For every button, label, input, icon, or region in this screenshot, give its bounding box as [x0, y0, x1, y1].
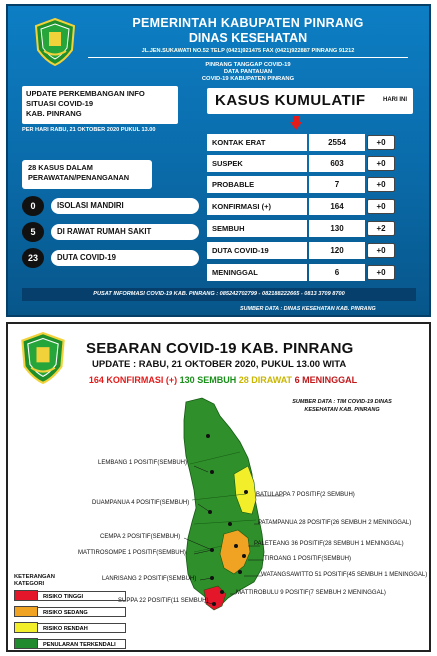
count-sembuh: 130 SEMBUH — [179, 375, 237, 385]
row-name: PROBABLE — [207, 176, 307, 193]
update-date: PER HARI RABU, 21 OKTOBER 2020 PUKUL 13.00 — [22, 127, 156, 133]
row-value: 603 — [309, 155, 365, 172]
cases-title-2: PERAWATAN/PENANGANAN — [28, 173, 130, 182]
row-delta: +2 — [367, 221, 395, 236]
header-sub-3: COVID-19 KABUPATEN PINRANG — [201, 76, 295, 82]
legend-title-1: KETERANGAN — [14, 574, 55, 580]
row-delta: +0 — [367, 199, 395, 214]
row-name: SEMBUH — [207, 220, 307, 237]
pinrang-emblem-icon — [34, 18, 76, 66]
row-name: DUTA COVID-19 — [207, 242, 307, 259]
legend-swatch-green — [14, 638, 38, 649]
header-divider — [88, 57, 408, 58]
row-delta: +0 — [367, 156, 395, 171]
map-title: SEBARAN COVID-19 KAB. PINRANG — [86, 340, 354, 357]
label-mattirosompe: MATTIROSOMPE 1 POSITIF(SEMBUH) — [78, 550, 186, 556]
kumulatif-row-probable — [207, 176, 415, 193]
row-delta: +0 — [367, 265, 395, 280]
label-suppa: SUPPA 22 POSITIF(11 SEMBUH) — [118, 598, 209, 604]
map-source-line-2: KESEHATAN KAB. PINRANG — [304, 407, 380, 413]
count-dirawat: 28 DIRAWAT — [238, 375, 293, 385]
update-info-box — [22, 86, 178, 124]
arrow-down-icon — [290, 116, 302, 130]
legend-swatch-orange — [14, 606, 38, 617]
row-value: 6 — [309, 264, 365, 281]
case-label: ISOLASI MANDIRI — [51, 198, 199, 214]
legend-label: RISIKO RENDAH — [14, 623, 126, 633]
row-value: 130 — [309, 220, 365, 237]
row-delta: +0 — [367, 135, 395, 150]
cases-title-1: 28 KASUS DALAM — [28, 163, 93, 172]
case-count: 0 — [22, 196, 44, 216]
label-mattirobulu: MATTIROBULU 9 POSITIF(7 SEMBUH 2 MENINGGAL) — [236, 590, 386, 596]
legend-title-2: KATEGORI — [14, 581, 45, 587]
kumulatif-row-meninggal — [207, 264, 415, 281]
data-source: SUMBER DATA : DINAS KESEHATAN KAB. PINRANG — [240, 306, 376, 312]
legend-item-terkendali — [14, 638, 129, 652]
row-value: 164 — [309, 198, 365, 215]
header-subtitle: DINAS KESEHATAN — [188, 31, 308, 45]
update-line-3: KAB. PINRANG — [26, 109, 82, 118]
map-source-line-1: SUMBER DATA : TIM COVID-19 DINAS — [292, 399, 392, 405]
map-legend — [14, 574, 129, 652]
label-batulappa: BATULAPPA 7 POSITIF(2 SEMBUH) — [256, 492, 355, 498]
kumulatif-title: KASUS KUMULATIF — [215, 92, 366, 109]
row-value: 7 — [309, 176, 365, 193]
row-name: KONTAK ERAT — [207, 134, 307, 151]
kumulatif-row-duta — [207, 242, 415, 259]
label-tiroang: TIROANG 1 POSITIF(SEMBUH) — [264, 556, 352, 562]
case-count: 23 — [22, 248, 44, 268]
count-meninggal: 6 MENINGGAL — [294, 375, 358, 385]
kumulatif-row-sembuh — [207, 220, 415, 237]
kumulatif-subtitle: HARI INI — [383, 97, 407, 103]
legend-item-rendah — [14, 622, 129, 636]
header-sub-2: DATA PANTAUAN — [223, 69, 273, 75]
legend-label: RISIKO SEDANG — [14, 607, 126, 617]
case-stat-duta — [22, 248, 202, 268]
case-label: DUTA COVID-19 — [51, 250, 199, 266]
header-sub-1: PINRANG TANGGAP COVID-19 — [205, 62, 291, 68]
row-delta: +0 — [367, 243, 395, 258]
legend-item-sedang — [14, 606, 129, 620]
row-delta: +0 — [367, 177, 395, 192]
case-stat-isolasi — [22, 196, 202, 216]
contact-footer — [22, 288, 416, 301]
update-line-1: UPDATE PERKEMBANGAN INFO — [26, 89, 145, 98]
kumulatif-header — [207, 88, 413, 114]
row-value: 2554 — [309, 134, 365, 151]
legend-item-tinggi — [14, 590, 129, 604]
row-name: SUSPEK — [207, 155, 307, 172]
header-address: JL.JEN.SUKAWATI NO.52 TELP (0421)921475 FAX (0421)922887 PINRANG 91212 — [141, 48, 355, 54]
row-value: 120 — [309, 242, 365, 259]
legend-swatch-yellow — [14, 622, 38, 633]
cases-title-box — [22, 160, 152, 189]
count-konfirmasi: 164 KONFIRMASI (+) — [88, 375, 178, 385]
header-title: PEMERINTAH KABUPATEN PINRANG — [132, 16, 364, 30]
label-patampanua: PATAMPANUA 28 POSITIF(26 SEMBUH 2 MENINGGAL) — [258, 520, 412, 526]
legend-label: RISIKO TINGGI — [14, 591, 126, 601]
label-lanrisang: LANRISANG 2 POSITIF(SEMBUH) — [102, 576, 197, 582]
distribution-map-panel — [6, 322, 431, 652]
map-update: UPDATE : RABU, 21 OKTOBER 2020, PUKUL 13.00 WITA — [92, 359, 347, 370]
case-label: DI RAWAT RUMAH SAKIT — [51, 224, 199, 240]
legend-label: PENULARAN TERKENDALI — [14, 639, 126, 649]
label-paleteang: PALETEANG 36 POSITIF(28 SEMBUH 1 MENINGGAL) — [254, 541, 404, 547]
label-cempa: CEMPA 2 POSITIF(SEMBUH) — [100, 534, 181, 540]
label-lembang: LEMBANG 1 POSITIF(SEMBUH) — [98, 460, 188, 466]
kumulatif-row-konfirmasi — [207, 198, 415, 215]
case-count: 5 — [22, 222, 44, 242]
case-stat-rumah-sakit — [22, 222, 202, 242]
legend-swatch-red — [14, 590, 38, 601]
kumulatif-row-suspek — [207, 155, 415, 172]
contact-text: PUSAT INFORMASI COVID-19 KAB. PINRANG : 085242702799 - 082188222665 - 0813 3709 8700 — [93, 291, 345, 297]
update-line-2: SITUASI COVID-19 — [26, 99, 94, 108]
row-name: MENINGGAL — [207, 264, 307, 281]
kumulatif-row-kontak-erat — [207, 134, 415, 151]
label-watangsawitto: WATANGSAWITTO 51 POSITIF(45 SEMBUH 1 MENINGGAL) — [261, 572, 428, 578]
row-name: KONFIRMASI (+) — [207, 198, 307, 215]
covid-info-panel — [6, 4, 431, 317]
label-duampanua: DUAMPANUA 4 POSITIF(SEMBUH) — [92, 500, 190, 506]
